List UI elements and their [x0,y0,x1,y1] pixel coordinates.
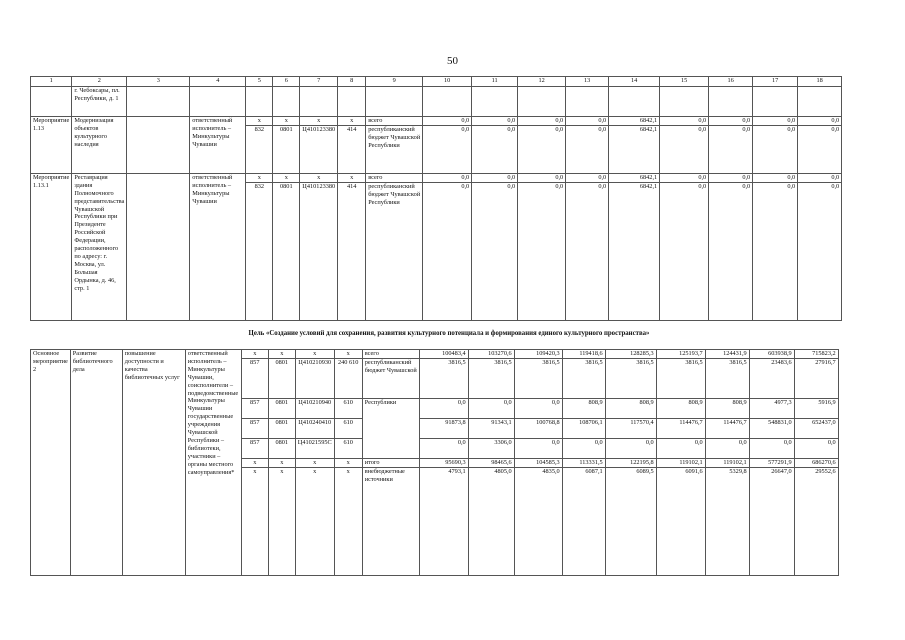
responsible: ответственный исполнитель – Минкультуры Чувашии, соисполнители – подведомственные Минкультуры Чувашии государственные учреждения Чувашской Республики – библиотеки, участники – органы местного самоуправления* [185,350,241,576]
continued-row [31,87,842,117]
col-header: 9 [366,77,423,87]
table-row: 857 0801 Ц410240410 610 91873,8 91343,1 100768,8 108706,1 117570,4 114476,7 114476,7 548831,0 652437,0 [31,419,839,439]
table-row: x x x x итого 95690,3 98465,6 104585,3 113331,5 122195,8 119102,1 119102,1 577291,9 686270,6 [31,459,839,468]
col-header: 3 [127,77,190,87]
table-row: 832 0801 Ц410123380 414 республиканский бюджет Чувашской Республики 0,0 0,0 0,0 0,0 6842,1 0,0 0,0 0,0 0,0 [31,125,842,173]
program-table-part2 [30,349,839,576]
table-row: Мероприятие 1.13.1 Реставрация здания Полномочного представительства Чувашской Республики при Президенте Российской Федерации, расположенного по адресу: г. Москва, ул. Большая Ордынка, д. 46, стр. 1 ответственный исполнитель – Минкультуры Чувашии x x x x всего 0,0 0,0 0,0 0,0 6842,1 0,0 0,0 0,0 0,0 [31,173,842,182]
header-row [31,77,842,87]
col-header: 17 [753,77,798,87]
program-table-part1 [30,76,842,321]
table-row: x x x x внебюджетные источники 4793,1 4805,0 4835,0 6087,1 6089,5 6091,6 5329,8 26647,0 29552,6 [31,468,839,576]
table-row: 857 0801 Ц410210940 610 Республики 0,0 0,0 0,0 808,9 808,9 808,9 808,9 4977,3 5916,9 [31,399,839,419]
col-header: 15 [660,77,709,87]
page-number: 50 [447,55,458,67]
col-header: 12 [518,77,566,87]
col-header: 4 [190,77,246,87]
col-header: 1 [31,77,72,87]
main-measure-label: Основное мероприятие 2 [31,350,71,576]
main-measure-title: Развитие библиотечного дела [70,350,122,576]
col-header: 11 [472,77,518,87]
source-cell: Республики [362,399,419,459]
table-row: Мероприятие 1.13 Модернизация объектов культурного наследия ответственный исполнитель – Минкультуры Чувашии x x x x всего 0,0 0,0 0,0 0,0 6842,1 0,0 0,0 0,0 0,0 [31,117,842,126]
col-header: 18 [798,77,842,87]
table-row: 857 0801 Ц410210930 240 610 республиканский бюджет Чувашской 3816,5 3816,5 3816,5 3816,5 3816,5 3816,5 3816,5 23483,6 27916,7 [31,359,839,399]
responsible: ответственный исполнитель – Минкультуры Чувашии [190,173,246,320]
address-cell: г. Чебоксары, пл. Республики, д. 1 [72,87,127,117]
measure-title: Модернизация объектов культурного наследия [72,117,127,174]
goal-heading: Цель «Создание условий для сохранения, развития культурного потенциала и формирования единого культурного пространства» [248,330,650,337]
col-header: 7 [300,77,338,87]
goal-indicator: повышение доступности и качества библиотечных услуг [122,350,185,576]
measure-label: Мероприятие 1.13.1 [31,173,72,320]
col-header: 13 [566,77,609,87]
table-row: 857 0801 Ц41021595С 610 0,0 3306,0 0,0 0,0 0,0 0,0 0,0 0,0 0,0 [31,439,839,459]
col-header: 16 [709,77,753,87]
table-row: Основное мероприятие 2 Развитие библиотечного дела повышение доступности и качества библиотечных услуг ответственный исполнитель – Минкультуры Чувашии, соисполнители – подведомственные Минкультуры Чувашии государственные учреждения Чувашской Республики – библиотеки, участники – органы местного самоуправления* x x x x всего 100483,4 103270,6 109420,3 119418,6 128285,3 125193,7 124431,9 603938,9 715823,2 [31,350,839,359]
col-header: 2 [72,77,127,87]
responsible: ответственный исполнитель – Минкультуры Чувашии [190,117,246,174]
table-row: 832 0801 Ц410123380 414 республиканский бюджет Чувашской Республики 0,0 0,0 0,0 0,0 6842,1 0,0 0,0 0,0 0,0 [31,182,842,320]
col-header: 14 [609,77,660,87]
col-header: 6 [273,77,300,87]
measure-label: Мероприятие 1.13 [31,117,72,174]
col-header: 5 [246,77,273,87]
measure-title: Реставрация здания Полномочного представительства Чувашской Республики при Президенте Российской Федерации, расположенного по адресу: г. Москва, ул. Большая Ордынка, д. 46, стр. 1 [72,173,127,320]
col-header: 10 [423,77,472,87]
col-header: 8 [338,77,366,87]
